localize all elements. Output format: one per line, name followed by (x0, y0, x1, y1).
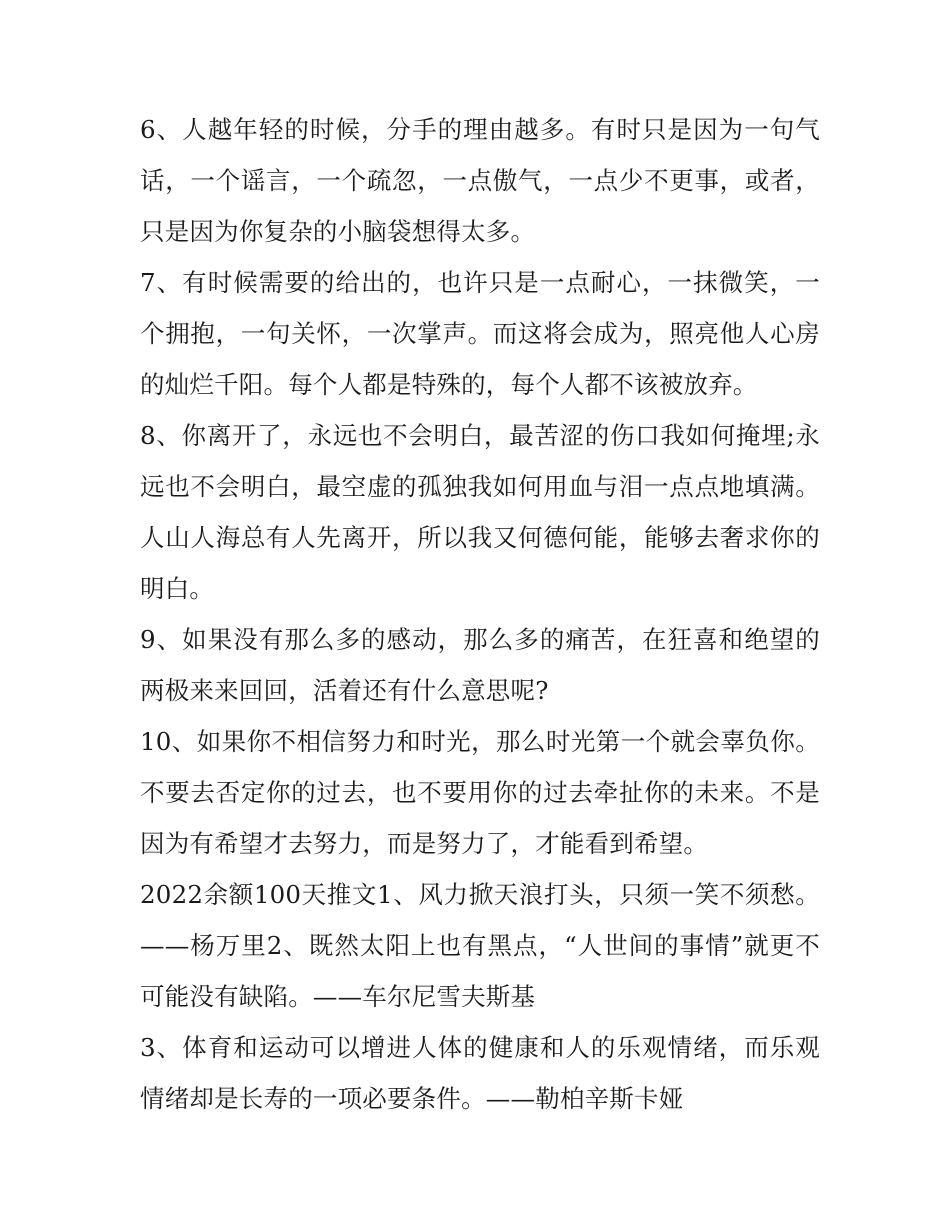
paragraph-10: 10、如果你不相信努力和时光，那么时光第一个就会辜负你。不要去否定你的过去，也不要用你的过去牵扯你的未来。不是因为有希望才去努力，而是努力了，才能看到希望。 (140, 727, 820, 858)
paragraph-9: 9、如果没有那么多的感动，那么多的痛苦，在狂喜和绝望的两极来来回回，活着还有什么意思呢? (140, 625, 820, 705)
paragraph-quotes-1-2: 2022余额100天推文1、风力掀天浪打头，只须一笑不须愁。——杨万里2、既然太阳上也有黑点，“人世间的事情”就更不可能没有缺陷。——车尔尼雪夫斯基 (140, 880, 820, 1011)
paragraph-8: 8、你离开了，永远也不会明白，最苦涩的伤口我如何掩埋;永远也不会明白，最空虚的孤独我如何用血与泪一点点地填满。人山人海总有人先离开，所以我又何德何能，能够去奢求你的明白。 (140, 421, 820, 603)
paragraph-quote-3: 3、体育和运动可以增进人体的健康和人的乐观情绪，而乐观情绪却是长寿的一项必要条件。——勒柏辛斯卡娅 (140, 1033, 820, 1113)
paragraph-6: 6、人越年轻的时候，分手的理由越多。有时只是因为一句气话，一个谣言，一个疏忽，一点傲气，一点少不更事，或者，只是因为你复杂的小脑袋想得太多。 (140, 115, 820, 246)
document-body (140, 104, 820, 1124)
paragraph-7: 7、有时候需要的给出的，也许只是一点耐心，一抹微笑，一个拥抱，一句关怀，一次掌声。而这将会成为，照亮他人心房的灿烂千阳。每个人都是特殊的，每个人都不该被放弃。 (140, 268, 820, 399)
